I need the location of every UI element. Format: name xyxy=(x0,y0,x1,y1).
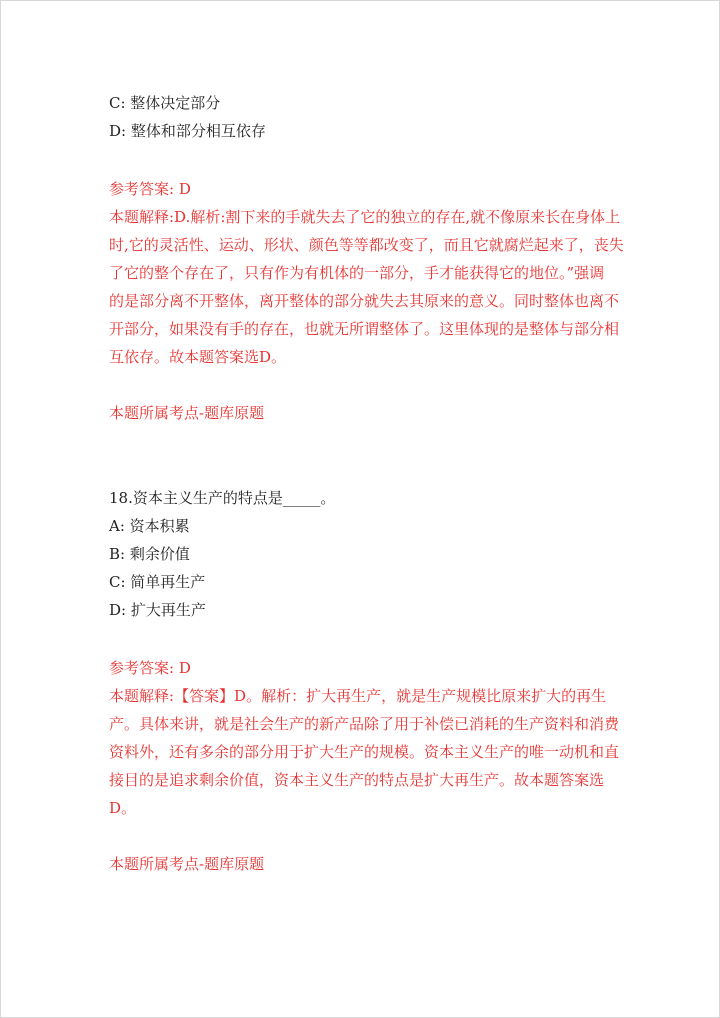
q17-option-c: C: 整体决定部分 xyxy=(109,94,221,112)
q17-explanation-line: 互依存。故本题答案选D。 xyxy=(109,348,287,366)
q18-option-c: C: 简单再生产 xyxy=(109,573,206,591)
q17-explanation-line: 时,它的灵活性、运动、形状、颜色等等都改变了，而且它就腐烂起来了，丧失 xyxy=(109,236,624,254)
q18-explanation-line: 本题解释:【答案】D。解析：扩大再生产，就是生产规模比原来扩大的再生 xyxy=(109,687,607,705)
q18-question: 18.资本主义生产的特点是_____。 xyxy=(109,489,336,507)
q18-explanation-line: 产。具体来讲，就是社会生产的新产品除了用于补偿已消耗的生产资料和消费 xyxy=(109,715,620,733)
q18-explanation-line: 接目的是追求剩余价值，资本主义生产的特点是扩大再生产。故本题答案选 xyxy=(109,771,605,789)
q18-option-b: B: 剩余价值 xyxy=(109,545,190,563)
q17-answer: 参考答案: D xyxy=(109,180,191,198)
q17-source: 本题所属考点-题库原题 xyxy=(109,404,265,422)
q18-explanation-line: D。 xyxy=(109,799,137,817)
q18-option-d: D: 扩大再生产 xyxy=(109,601,206,619)
q18-answer: 参考答案: D xyxy=(109,659,191,677)
q17-option-d: D: 整体和部分相互依存 xyxy=(109,122,266,140)
q18-option-a: A: 资本积累 xyxy=(109,517,190,535)
q17-explanation-line: 本题解释:D.解析:割下来的手就失去了它的独立的存在,就不像原来长在身体上 xyxy=(109,208,621,226)
q17-explanation-line: 的是部分离不开整体，离开整体的部分就失去其原来的意义。同时整体也离不 xyxy=(109,292,620,310)
q17-explanation-line: 了它的整个存在了，只有作为有机体的一部分，手才能获得它的地位。”强调 xyxy=(109,264,605,282)
q17-explanation-line: 开部分，如果没有手的存在，也就无所谓整体了。这里体现的是整体与部分相 xyxy=(109,320,620,338)
q18-explanation-line: 资料外，还有多余的部分用于扩大生产的规模。资本主义生产的唯一动机和直 xyxy=(109,743,620,761)
q18-source: 本题所属考点-题库原题 xyxy=(109,855,265,873)
